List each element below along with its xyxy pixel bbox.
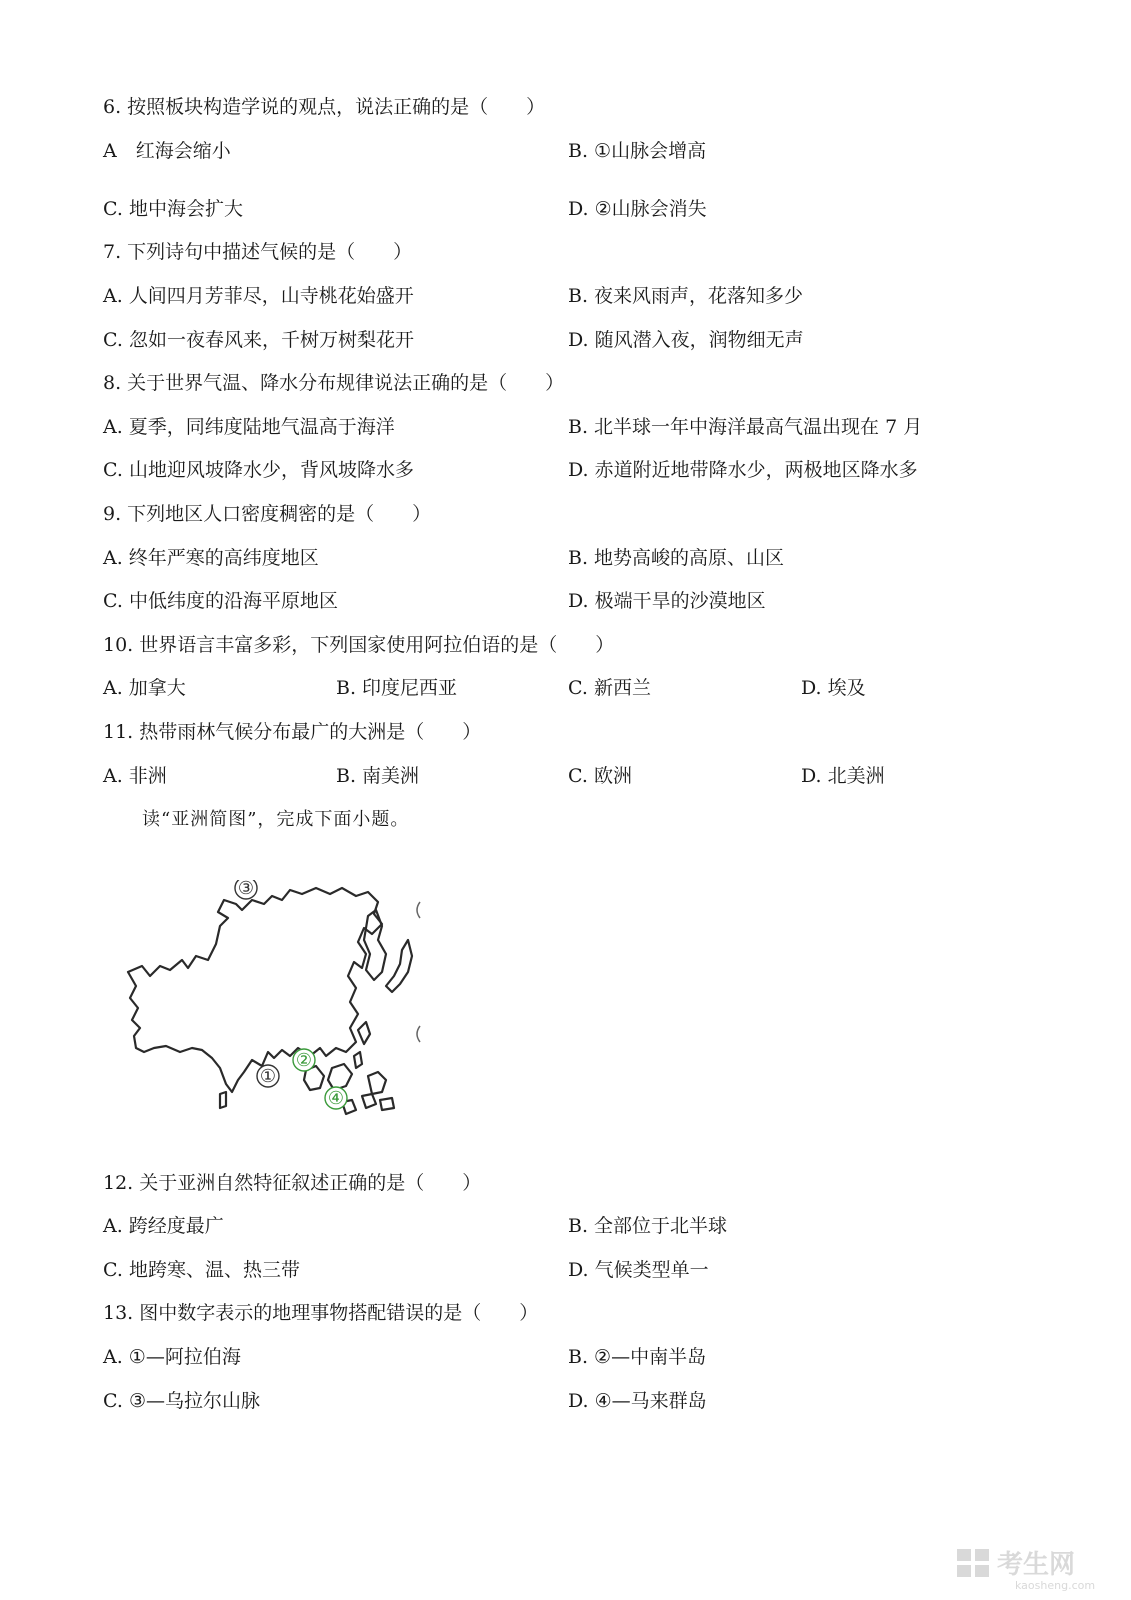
q10-option-a: A. 加拿大	[103, 677, 186, 699]
q10-option-d: D. 埃及	[801, 677, 866, 699]
q8-option-b: B. 北半球一年中海洋最高气温出现在 7 月	[568, 416, 923, 438]
question-9-stem: 9. 下列地区人口密度稠密的是（ ）	[103, 503, 432, 525]
watermark-logo-icon	[957, 1549, 989, 1577]
map-marker-3: ③	[237, 880, 255, 899]
q8-option-d: D. 赤道附近地带降水少，两极地区降水多	[568, 459, 918, 481]
asia-sketch-map	[120, 880, 440, 1170]
q6-option-c: C. 地中海会扩大	[103, 198, 243, 220]
q7-option-d: D. 随风潜入夜，润物细无声	[568, 329, 804, 351]
watermark-subtext: kaosheng.com	[1015, 1579, 1096, 1592]
q13-option-a: A. ①—阿拉伯海	[103, 1346, 241, 1368]
question-13-stem: 13. 图中数字表示的地理事物搭配错误的是（ ）	[103, 1302, 539, 1324]
q7-option-c: C. 忽如一夜春风来，千树万树梨花开	[103, 329, 414, 351]
map-marker-2: ②	[295, 1050, 313, 1071]
question-6-stem: 6. 按照板块构造学说的观点，说法正确的是（ ）	[103, 96, 546, 118]
q8-option-c: C. 山地迎风坡降水少，背风坡降水多	[103, 459, 414, 481]
q10-option-b: B. 印度尼西亚	[336, 677, 458, 699]
q9-option-b: B. 地势高峻的高原、山区	[568, 547, 785, 569]
q11-option-d: D. 北美洲	[801, 765, 885, 787]
q9-option-c: C. 中低纬度的沿海平原地区	[103, 590, 338, 612]
map-marker-1: ①	[259, 1066, 277, 1087]
question-12-stem: 12. 关于亚洲自然特征叙述正确的是（ ）	[103, 1172, 482, 1194]
q10-option-c: C. 新西兰	[568, 677, 651, 699]
q11-option-b: B. 南美洲	[336, 765, 420, 787]
q6-option-d: D. ②山脉会消失	[568, 198, 707, 220]
q7-option-a: A. 人间四月芳菲尽，山寺桃花始盛开	[103, 285, 414, 307]
q13-option-d: D. ④—马来群岛	[568, 1390, 707, 1412]
q6-option-a: A 红海会缩小	[103, 140, 231, 162]
q12-option-d: D. 气候类型单一	[568, 1259, 709, 1281]
map-marker-4: ④	[327, 1088, 345, 1109]
question-7-stem: 7. 下列诗句中描述气候的是（ ）	[103, 241, 413, 263]
site-watermark	[955, 1545, 1125, 1593]
q11-option-c: C. 欧洲	[568, 765, 632, 787]
q9-option-d: D. 极端干旱的沙漠地区	[568, 590, 766, 612]
q13-option-c: C. ③—乌拉尔山脉	[103, 1390, 260, 1412]
q12-option-b: B. 全部位于北半球	[568, 1215, 728, 1237]
question-11-stem: 11. 热带雨林气候分布最广的大洲是（ ）	[103, 721, 482, 743]
q8-option-a: A. 夏季，同纬度陆地气温高于海洋	[103, 416, 395, 438]
q9-option-a: A. 终年严寒的高纬度地区	[103, 547, 319, 569]
q11-option-a: A. 非洲	[103, 765, 167, 787]
question-10-stem: 10. 世界语言丰富多彩，下列国家使用阿拉伯语的是（ ）	[103, 634, 615, 656]
question-8-stem: 8. 关于世界气温、降水分布规律说法正确的是（ ）	[103, 372, 565, 394]
q12-option-c: C. 地跨寒、温、热三带	[103, 1259, 300, 1281]
map-intro-text: 读“亚洲简图”，完成下面小题。	[142, 809, 410, 830]
q12-option-a: A. 跨经度最广	[103, 1215, 224, 1237]
watermark-text: 考生网	[997, 1550, 1076, 1580]
map-edge-marks	[417, 902, 420, 1042]
q6-option-b: B. ①山脉会增高	[568, 140, 707, 162]
q13-option-b: B. ②—中南半岛	[568, 1346, 707, 1368]
q7-option-b: B. 夜来风雨声，花落知多少	[568, 285, 804, 307]
